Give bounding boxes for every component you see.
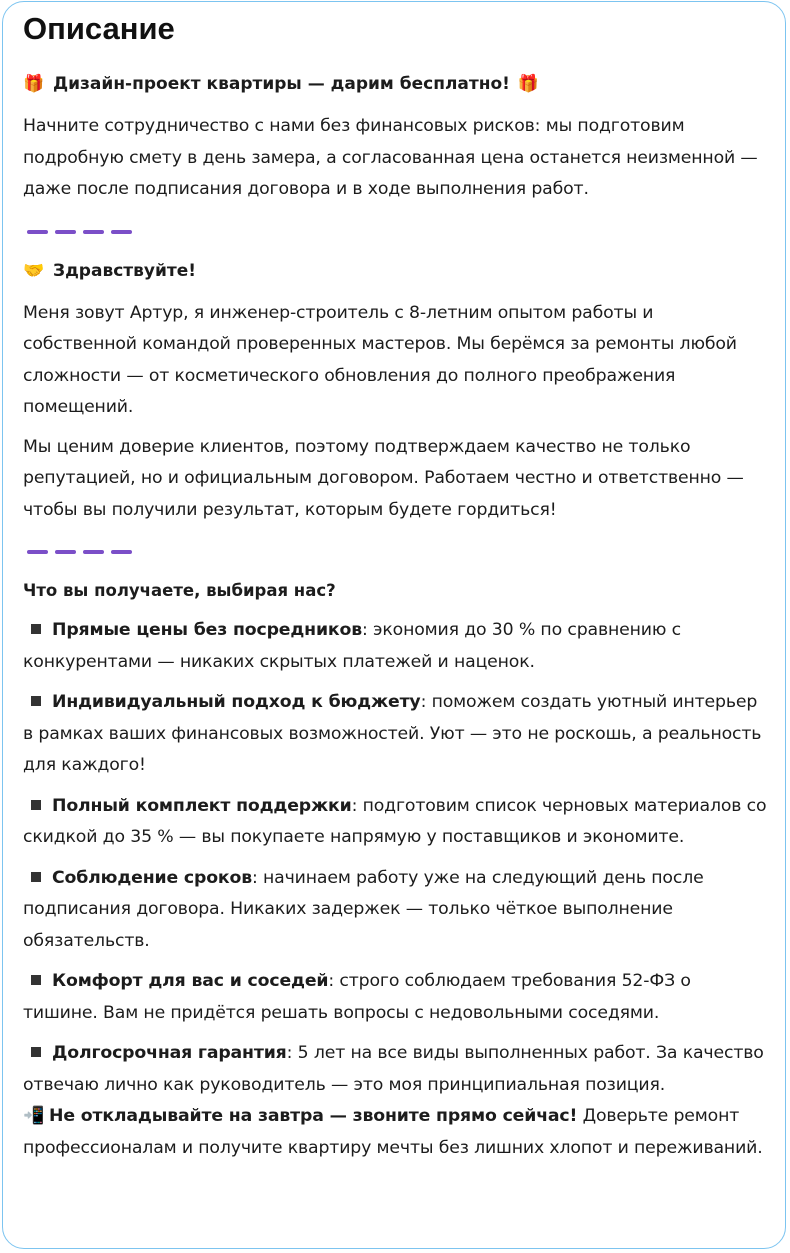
benefit-text: : 5 лет на все виды выполненных работ. За качество отвечаю лично как руководитель — это моя принципиальная позиция. [23,1043,764,1095]
benefit-title: Долгосрочная гарантия [52,1043,287,1063]
gift-icon: 🎁 [517,74,540,94]
square-bullet-icon [31,872,41,882]
benefits-question: Что вы получаете, выбирая нас? [23,581,336,600]
greeting-heading [23,256,767,286]
cta-text: Доверьте ремонт профессионалам и получите квартиру мечты без лишних хлопот и переживаний. [23,1106,763,1158]
description-card [2,1,786,1249]
benefit-text: : поможем создать уютный интерьер в рамках ваших финансовых возможностей. Уют — это не роскошь, а реальность для каждого! [23,692,762,775]
greeting-text-2: Мы ценим доверие клиентов, поэтому подтверждаем качество не только репутацией, но и официальным договором. Работаем честно и ответственно — чтобы вы получили результат, которым будете гордиться! [23,436,744,520]
square-bullet-icon [31,624,41,634]
benefit-item [23,863,767,958]
benefit-title: Индивидуальный подход к бюджету [52,692,421,712]
benefit-text: : экономия до 30 % по сравнению с конкурентами — никаких скрытых платежей и наценок. [23,620,681,672]
benefit-item [23,966,767,1029]
square-bullet-icon [31,800,41,810]
benefit-title: Соблюдение сроков [52,867,253,888]
cta-bold-text: Не откладывайте на завтра — звоните прямо сейчас! [49,1106,578,1126]
handshake-icon: 🤝 [23,260,45,281]
square-bullet-icon [31,975,41,985]
benefit-text: : начинаем работу уже на следующий день после подписания договора. Никаких задержек — только чёткое выполнение обязательств. [23,867,704,951]
greeting-text-1: Меня зовут Артур, я инженер-строитель с 8-летним опытом работы и собственной командой проверенных мастеров. Мы берёмся за ремонты любой сложности — от косметического обновления до полного преображения помещений. [23,302,737,417]
benefit-text: : строго соблюдаем требования 52-ФЗ о тишине. Вам не придётся решать вопросы с недовольными соседями. [23,971,691,1023]
benefit-title: Полный комплект поддержки [52,795,352,816]
greeting-heading-text: Здравствуйте! [53,260,197,281]
intro-heading-text: Дизайн-проект квартиры — дарим бесплатно! [53,74,510,94]
benefit-item [23,791,767,854]
phone-icon: 📲 [23,1106,45,1126]
benefit-title: Комфорт для вас и соседей [52,971,329,991]
benefit-item [23,1038,767,1101]
intro-heading [23,69,767,99]
square-bullet-icon [31,696,41,706]
square-bullet-icon [31,1047,41,1057]
section-divider [27,230,767,234]
intro-text: Начните сотрудничество с нами без финансовых рисков: мы подготовим подробную смету в день замера, а согласованная цена останется неизменной — даже после подписания договора и в ходе выполнения работ. [23,116,758,199]
benefit-text: : подготовим список черновых материалов со скидкой до 35 % — вы покупаете напрямую у поставщиков и экономите. [23,795,767,847]
benefit-item [23,615,767,678]
benefit-title: Прямые цены без посредников [52,620,363,640]
benefit-item [23,687,767,782]
gift-icon: 🎁 [23,74,45,94]
section-divider [27,550,767,554]
page-title: Описание [23,11,175,46]
call-to-action [23,1101,767,1164]
